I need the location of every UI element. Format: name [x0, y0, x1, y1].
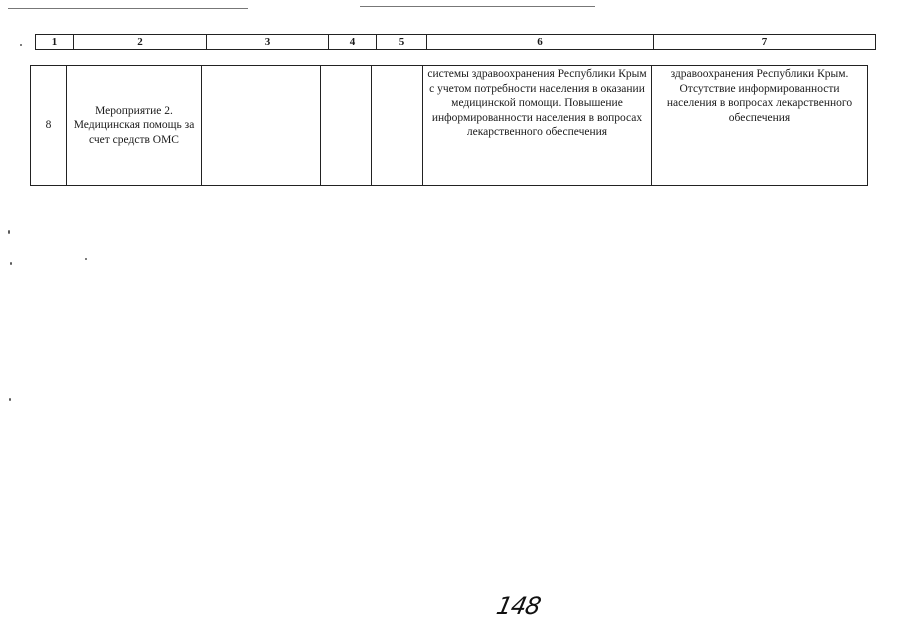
- scan-speck: [20, 44, 22, 46]
- cell-col4: [321, 66, 372, 186]
- scan-edge-line: [360, 6, 595, 7]
- activity-name: Мероприятие 2. Медицинская помощь за счет средств ОМС: [67, 66, 202, 186]
- header-row: [36, 35, 876, 50]
- consequences: здравоохранения Республики Крым. Отсутствие информированности населения в вопросах лекарственного обеспечения: [652, 66, 868, 186]
- header-cell: 6: [427, 35, 654, 50]
- scan-speck: [9, 398, 11, 401]
- header-cell: 2: [74, 35, 207, 50]
- page-number: 148: [494, 592, 543, 620]
- expected-result: системы здравоохранения Республики Крым с учетом потребности населения в оказании медицинской помощи. Повышение информированности населения в вопросах лекарственного обеспечения: [423, 66, 652, 186]
- activity-table: [30, 65, 868, 186]
- header-cell: 3: [207, 35, 329, 50]
- scan-speck: [8, 230, 10, 234]
- cell-col3: [202, 66, 321, 186]
- row-number: 8: [31, 66, 67, 186]
- header-cell: 7: [654, 35, 876, 50]
- scan-speck: [85, 258, 87, 260]
- header-cell: 1: [36, 35, 74, 50]
- header-cell: 5: [377, 35, 427, 50]
- table-row: [31, 66, 868, 186]
- scan-speck: [10, 262, 12, 265]
- scan-edge-line: [8, 8, 248, 9]
- header-cell: 4: [329, 35, 377, 50]
- cell-col5: [372, 66, 423, 186]
- column-number-header: [35, 34, 876, 50]
